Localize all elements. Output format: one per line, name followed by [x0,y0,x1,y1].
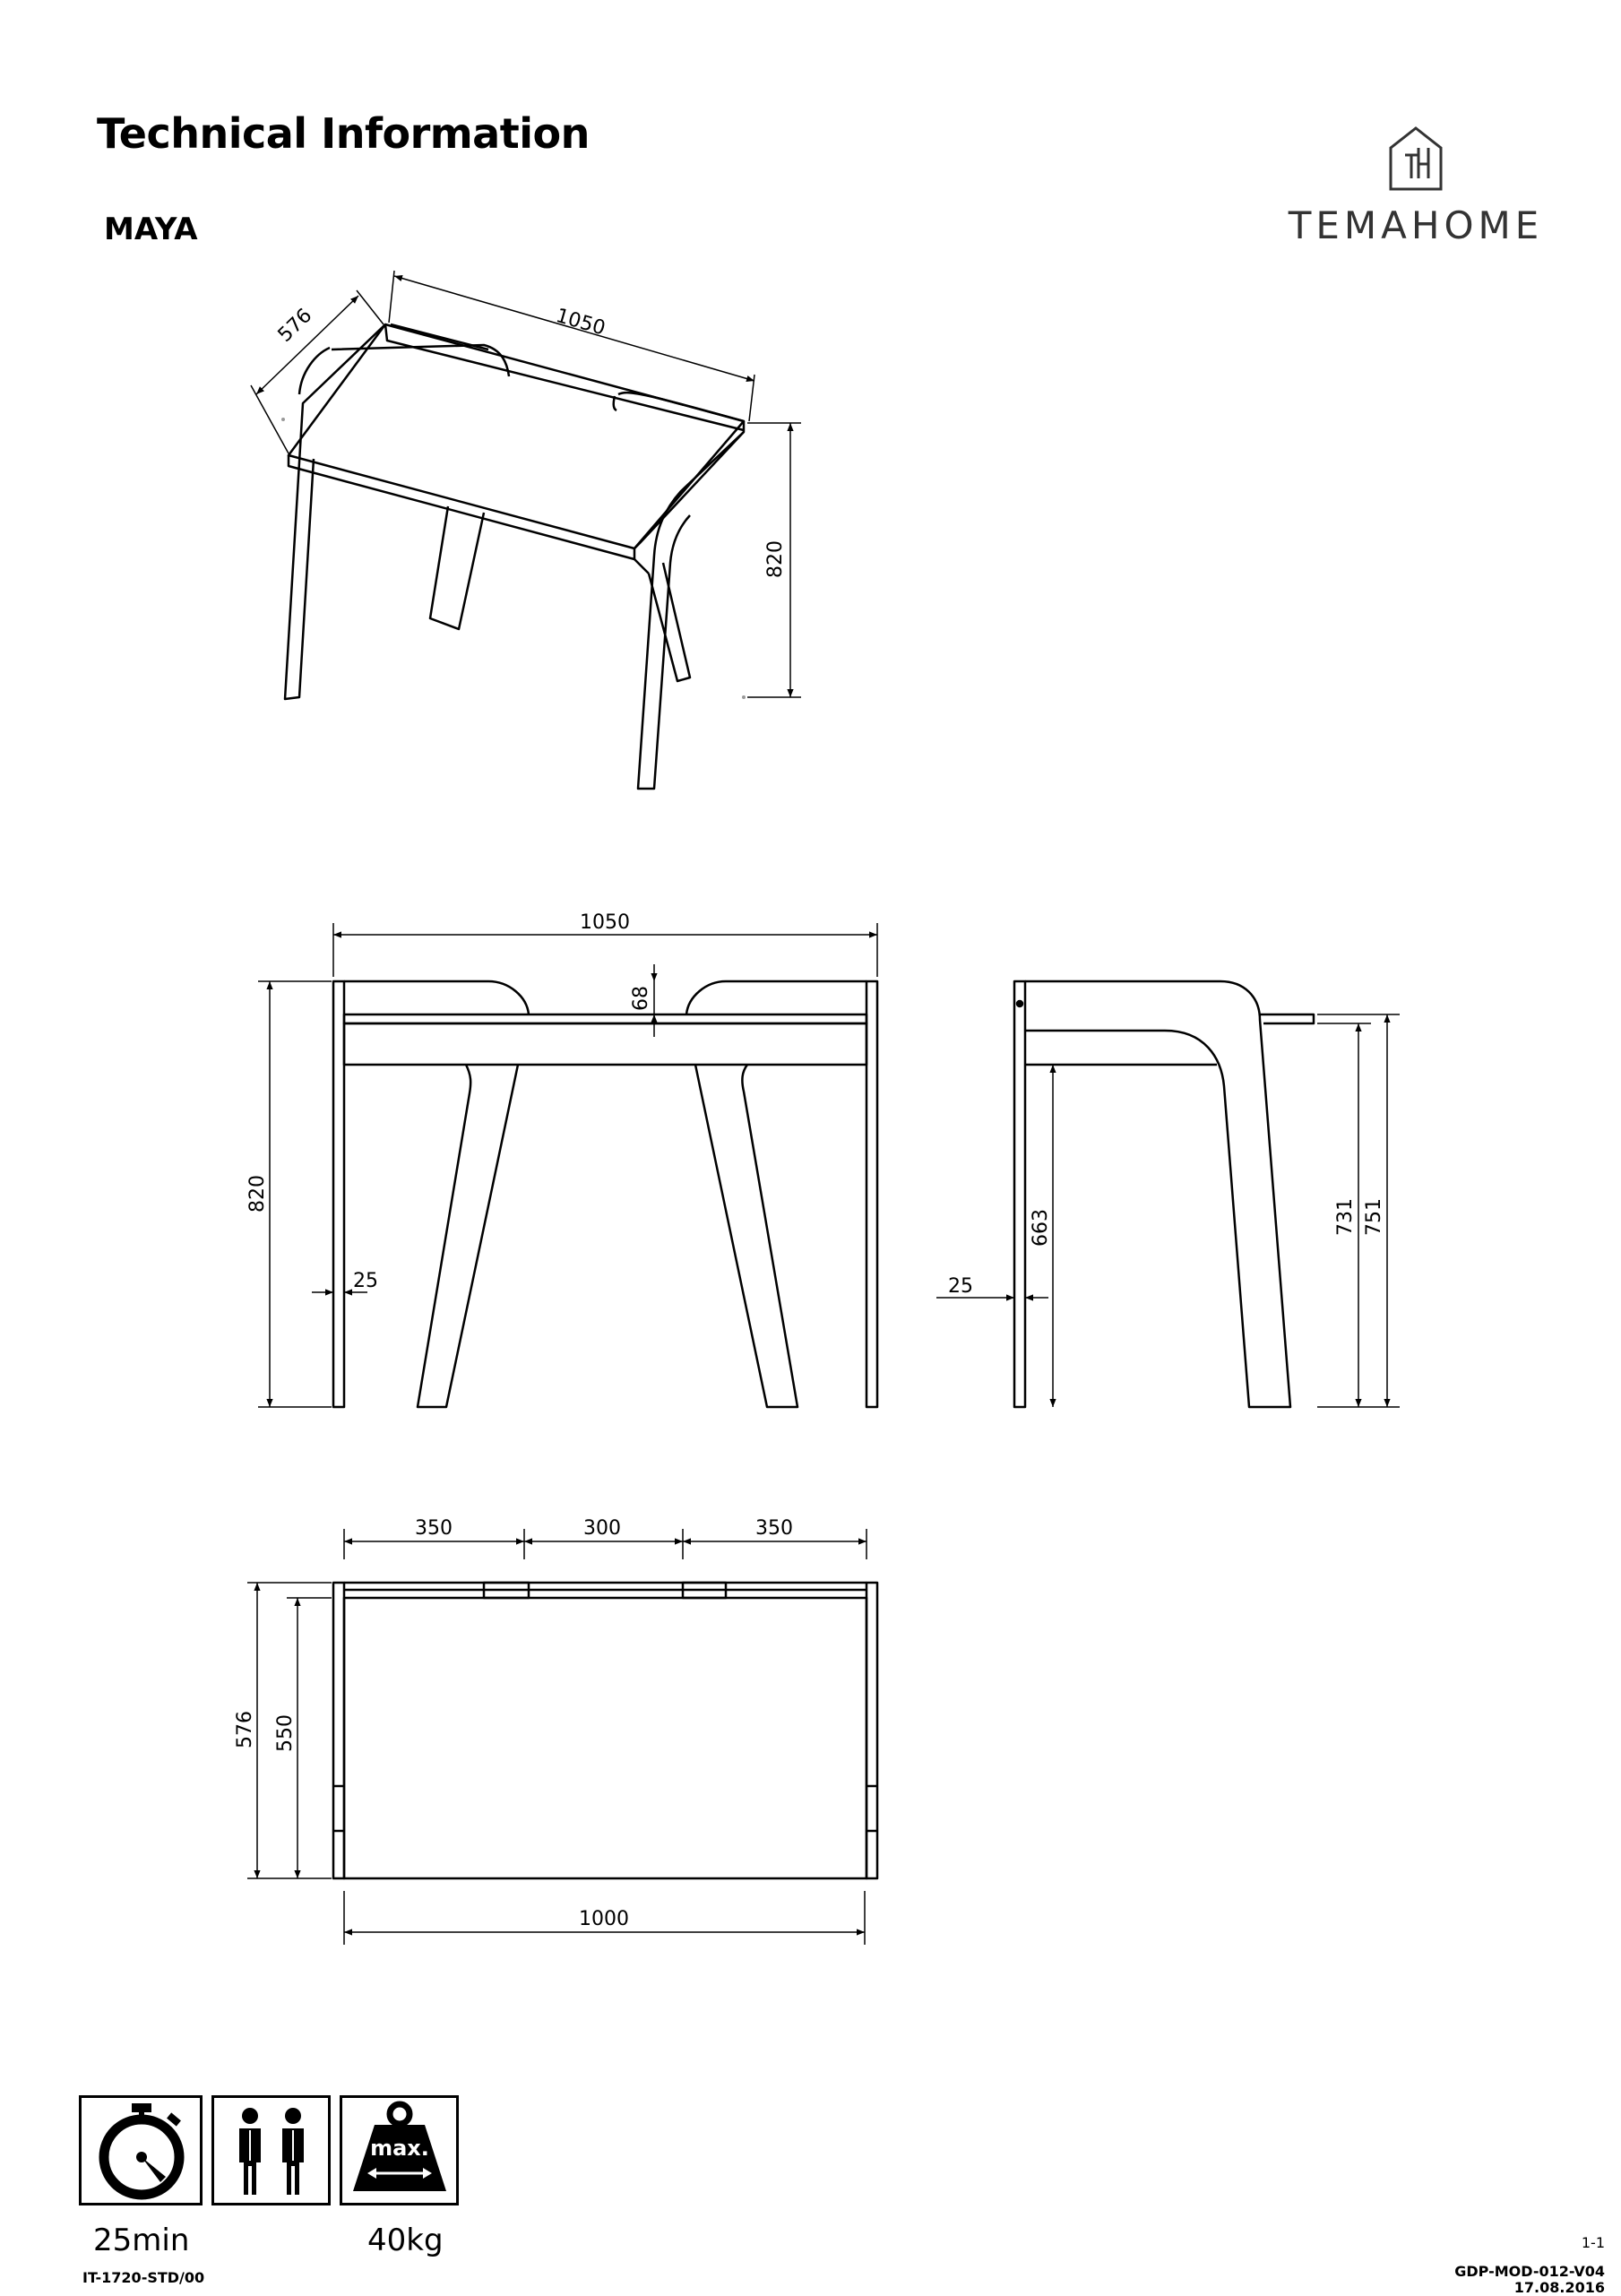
front-view [333,981,877,1407]
top-seg3-label: 350 [755,1517,793,1540]
front-thickness-label: 25 [353,1270,378,1292]
top-seg1-label: 350 [415,1517,453,1540]
side-dimensions [936,1014,1400,1407]
front-height-label: 820 [246,1175,269,1213]
iso-width-label: 1050 [553,305,608,341]
form-code: GDP-MOD-012-V04 [1454,2263,1605,2280]
isometric-dimensions [251,271,801,697]
top-seg2-label: 300 [583,1517,621,1540]
doc-date: 17.08.2016 [1513,2279,1605,2296]
stopwatch-icon [79,2095,203,2205]
product-name: MAYA [104,211,198,247]
side-thickness-label: 25 [948,1275,973,1298]
top-width-label: 1000 [579,1908,629,1930]
page-title: Technical Information [97,109,590,158]
iso-height-label: 820 [764,540,787,578]
weight-icon-text: max. [370,2136,429,2161]
top-dimensions [247,1529,867,1945]
two-persons-icon [211,2095,331,2205]
doc-code: IT-1720-STD/00 [82,2269,205,2286]
max-weight-icon [340,2095,459,2205]
side-height-a-label: 731 [1334,1198,1357,1236]
footer-info [1454,2235,1605,2296]
top-depth-inner-label: 550 [274,1714,297,1752]
side-height-b-label: 751 [1363,1198,1385,1236]
front-gap-label: 68 [630,986,652,1011]
side-view [1014,981,1314,1407]
iso-depth-label: 576 [273,304,317,347]
page-number: 1-1 [1581,2234,1605,2251]
top-view [333,1583,877,1878]
side-inner-height-label: 663 [1030,1209,1052,1247]
brand-name: TEMAHOME [1288,203,1544,247]
top-depth-outer-label: 576 [234,1711,256,1748]
isometric-view [281,324,746,789]
assembly-time: 25min [93,2223,190,2258]
max-load: 40kg [367,2223,444,2258]
front-width-label: 1050 [580,911,630,934]
